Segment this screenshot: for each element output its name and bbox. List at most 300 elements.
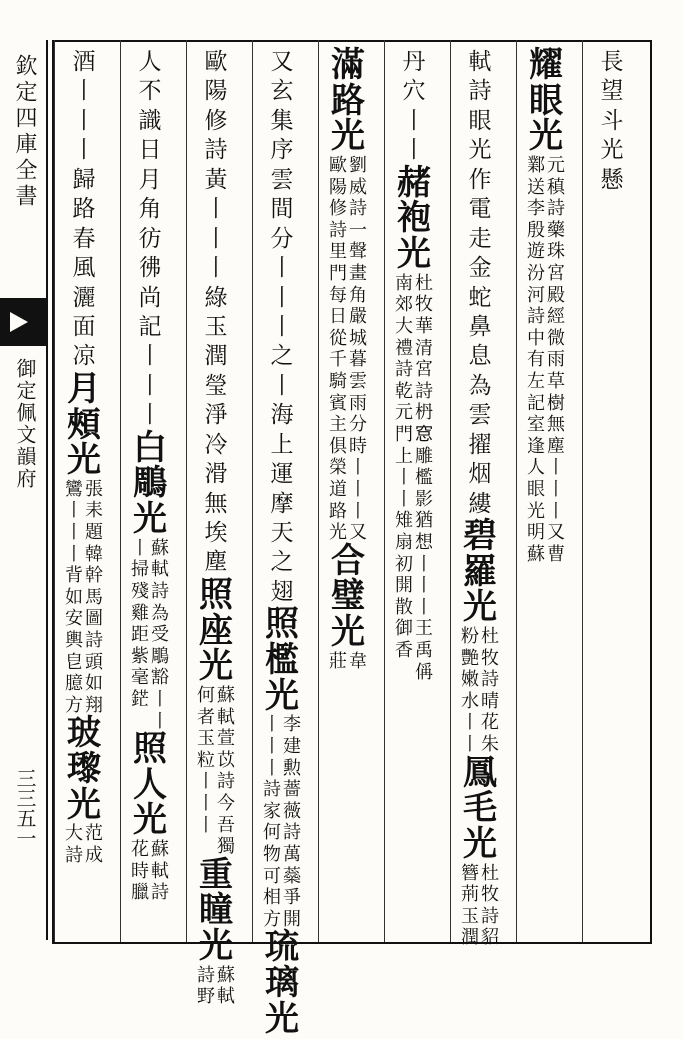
glyph: 時 [131,860,149,882]
glyph: 毫 [131,667,149,689]
glyph: 臆 [65,673,83,695]
glyph: 識 [138,107,162,134]
glyph: 詩 [468,78,492,105]
glyph: 左 [527,371,545,392]
glyph: 韋 [349,650,367,672]
glyph: 陽 [204,78,228,105]
glyph: 殿 [547,284,565,306]
glyph: 蘂 [283,865,301,887]
glyph: 薔 [283,779,301,801]
glyph: 詩 [527,306,545,328]
glyph: 丨 [197,792,215,814]
glyph: 羅 [463,551,497,592]
glyph: 鵰 [133,463,167,504]
glyph: 簪 [461,862,479,884]
glyph: 微 [547,327,565,349]
glyph: 歐 [204,49,228,75]
glyph: 丨 [151,688,169,710]
glyph: 走 [468,225,492,252]
glyph: 安 [65,608,83,630]
glyph: 又 [270,49,294,75]
glyph: 丨 [349,457,367,479]
column-rule [450,40,451,942]
glyph: 威 [349,176,367,198]
glyph: 灑 [72,284,96,311]
glyph: 雕 [415,445,433,467]
glyph: 丨 [72,137,96,164]
glyph: 月 [67,368,101,409]
annotation-double-line [527,155,565,565]
glyph: 詩 [217,771,235,793]
glyph: 紫 [131,645,149,667]
glyph: 晴 [481,690,499,712]
glyph: 蘇 [151,839,169,861]
glyph: 滿 [331,45,365,85]
glyph: 詩 [329,219,347,241]
glyph: 成 [85,845,103,867]
glyph: 軾 [151,860,169,882]
glyph: 雨 [349,392,367,414]
glyph: 丨 [65,500,83,522]
text-column-c9 [60,48,108,938]
glyph: 懸 [600,166,624,193]
glyph: 方 [263,908,281,930]
glyph: 者 [197,706,215,728]
glyph: 頭 [85,651,103,673]
glyph: 主 [329,414,347,436]
glyph: 從 [329,327,347,349]
glyph: 眼 [527,478,545,500]
glyph: 人 [527,457,545,479]
glyph: 光 [265,998,299,1039]
glyph: 綠 [204,284,228,311]
glyph: 翔 [85,694,103,716]
glyph: 物 [263,843,281,865]
glyph: 記 [527,392,545,414]
glyph: 可 [263,865,281,887]
glyph: 人 [138,49,162,75]
glyph: 如 [85,673,103,695]
glyph: 明 [527,522,545,544]
glyph: 修 [204,107,228,134]
glyph: 樹 [547,392,565,414]
glyph: 光 [463,824,497,864]
glyph: 長 [600,49,624,75]
glyph: 路 [329,500,347,522]
glyph: 軾 [151,559,169,581]
glyph: 光 [133,499,167,540]
glyph: 經 [547,306,565,328]
glyph: 郊 [395,294,413,316]
glyph: 鳳 [463,752,497,793]
glyph: 座 [199,610,233,651]
glyph: 丨 [547,457,565,479]
glyph: 圖 [85,608,103,630]
glyph: 耒 [85,500,103,522]
glyph: 玉 [204,313,228,340]
glyph: 王 [415,618,433,640]
annotation-double-line [395,273,433,683]
glyph: 月 [138,166,162,193]
glyph: 丨 [270,255,294,282]
annotation-double-line [65,479,103,717]
glyph: 丨 [270,313,294,340]
glyph: 頰 [67,404,101,445]
glyph: 分 [270,225,294,252]
glyph: 眼 [529,80,563,121]
glyph: 丨 [263,714,281,736]
glyph: 丨 [415,575,433,597]
glyph: 室 [527,414,545,436]
glyph: 息 [468,343,492,370]
glyph: 皀 [65,651,83,673]
glyph: 路 [72,196,96,223]
glyph: 丨 [461,712,479,734]
glyph: 城 [349,327,367,349]
glyph: 道 [329,478,347,500]
glyph: 詩 [197,964,215,986]
annotation-double-line [461,626,499,756]
glyph: 雲 [270,166,294,193]
glyph: 擢 [468,431,492,458]
glyph: 李 [283,714,301,736]
glyph: 殘 [131,580,149,602]
glyph: 丨 [263,757,281,779]
glyph: 建 [283,735,301,757]
glyph: 詩 [283,822,301,844]
column-rule [582,40,583,942]
glyph: 藥 [547,219,565,241]
glyph: 韓 [85,543,103,565]
glyph: 貂 [481,927,499,949]
glyph: 榮 [329,457,347,479]
glyph: 丨 [65,522,83,544]
glyph: 開 [283,908,301,930]
glyph: 淨 [204,402,228,429]
glyph: 丨 [131,537,149,559]
glyph: 不 [138,78,162,105]
glyph: 歸 [72,166,96,193]
glyph: 雞 [131,602,149,624]
glyph: 光 [67,784,101,825]
glyph: 丨 [402,137,426,164]
glyph: 面 [72,313,96,340]
glyph: 禮 [395,337,413,359]
glyph: 中 [527,327,545,349]
glyph: 丨 [204,255,228,282]
glyph: 鸞 [65,478,83,500]
glyph: 彷 [138,225,162,252]
glyph: 每 [329,284,347,306]
glyph: 鼻 [468,313,492,340]
glyph: 莊 [329,650,347,672]
text-column-c4 [390,48,438,938]
glyph: 詩 [481,669,499,691]
glyph: 軾 [217,706,235,728]
glyph: 瞳 [199,890,233,931]
glyph: 瓈 [67,749,101,790]
glyph: 雉 [395,510,413,532]
glyph: 鵰 [151,645,169,667]
glyph: 為 [468,372,492,399]
glyph: 散 [395,596,413,618]
glyph: 軾 [217,986,235,1008]
glyph: 詩 [85,630,103,652]
glyph: 詩 [151,882,169,904]
glyph: 扇 [395,531,413,553]
glyph: 劉 [349,155,367,177]
annotation-double-line [329,155,367,544]
text-column-c3 [456,48,504,949]
glyph: 河 [527,284,545,306]
glyph: 摩 [270,490,294,517]
glyph: 大 [65,823,83,845]
glyph: 照 [265,604,299,645]
glyph: 苡 [217,749,235,771]
glyph: 塵 [547,435,565,457]
glyph: 丨 [138,343,162,370]
glyph: 丨 [415,553,433,575]
text-column-c8 [126,48,174,938]
annotation-double-line [461,863,499,949]
glyph: 春 [72,225,96,252]
glyph: 耀 [529,45,563,85]
annotation-double-line [329,651,367,673]
glyph: 玉 [197,728,215,750]
glyph: 何 [263,822,281,844]
column-rule [120,40,121,942]
glyph: 無 [204,490,228,517]
glyph: 海 [270,402,294,429]
glyph: 元 [395,402,413,424]
glyph: 受 [151,624,169,646]
glyph: 玻 [67,713,101,754]
glyph: 豁 [151,667,169,689]
glyph: 畫 [349,263,367,285]
glyph: 背 [65,565,83,587]
glyph: 酒 [72,49,96,75]
glyph: 遊 [527,241,545,263]
text-column-c2 [522,45,570,938]
glyph: 丨 [72,78,96,105]
glyph: 袍 [397,198,431,239]
glyph: 丨 [151,710,169,732]
glyph: 宮 [547,263,565,285]
column-rule [384,40,385,942]
glyph: 冷 [204,431,228,458]
text-column-c6 [258,48,306,1039]
annotation-double-line [131,538,169,732]
glyph: 蘇 [217,964,235,986]
glyph: 宮 [415,359,433,381]
glyph: 丨 [263,735,281,757]
glyph: 日 [329,306,347,328]
glyph: 無 [547,414,565,436]
glyph: 珠 [547,241,565,263]
glyph: 嫩 [461,669,479,691]
glyph: 牧 [415,294,433,316]
glyph: 野 [197,986,215,1008]
glyph: 碧 [463,516,497,556]
glyph: 鋩 [131,688,149,710]
glyph: 陽 [329,176,347,198]
glyph: 艷 [461,647,479,669]
page-margin [0,40,48,940]
glyph: 塵 [204,549,228,576]
text-column-c5 [324,45,372,938]
glyph: 彿 [138,255,162,282]
glyph: 光 [397,234,431,275]
glyph: 丨 [547,478,565,500]
glyph: 粉 [461,626,479,648]
glyph: 蘇 [217,684,235,706]
glyph: 丨 [349,478,367,500]
glyph: 門 [395,423,413,445]
glyph: 之 [270,549,294,576]
glyph: 如 [65,586,83,608]
glyph: 影 [415,488,433,510]
glyph: 合 [331,540,365,581]
annotation-double-line [263,714,301,930]
glyph: 丨 [395,488,413,510]
glyph: 題 [85,522,103,544]
glyph: 殷 [527,219,545,241]
glyph: 作 [468,166,492,193]
glyph: 光 [463,587,497,628]
glyph: 南 [395,272,413,294]
glyph: 丨 [270,372,294,399]
glyph: 千 [329,349,347,371]
glyph: 范 [85,823,103,845]
glyph: 李 [527,198,545,220]
glyph: 光 [468,137,492,164]
glyph: 歐 [329,155,347,177]
glyph: 暮 [349,349,367,371]
glyph: 琉 [265,927,299,968]
glyph: 何 [197,684,215,706]
glyph: 瑩 [204,372,228,399]
glyph: 丨 [204,196,228,223]
glyph: 蘇 [151,537,169,559]
glyph: 草 [547,371,565,392]
glyph: 騎 [329,371,347,392]
glyph: 照 [133,729,167,770]
glyph: 曹 [547,543,565,565]
glyph: 丨 [138,402,162,429]
glyph: 光 [527,500,545,522]
glyph: 檻 [265,640,299,680]
glyph: 嚴 [349,306,367,328]
glyph: 牧 [481,647,499,669]
glyph: 玄 [270,78,294,105]
glyph: 玉 [461,905,479,927]
glyph: 金 [468,255,492,282]
glyph: 間 [270,196,294,223]
glyph: 吾 [217,814,235,836]
glyph: 光 [331,612,365,653]
annotation-double-line [65,823,103,866]
glyph: 臘 [131,882,149,904]
glyph: 輿 [65,630,83,652]
glyph: 掃 [131,559,149,581]
glyph: 角 [349,284,367,306]
glyph: 之 [270,343,294,370]
glyph: 丹 [402,49,426,75]
glyph: 日 [138,137,162,164]
glyph: 天 [270,520,294,546]
glyph: 𥦗 [415,423,433,445]
glyph: 軾 [468,49,492,75]
glyph: 凉 [72,343,96,370]
glyph: 上 [270,431,294,458]
glyph: 薇 [283,800,301,822]
glyph: 時 [349,435,367,457]
glyph: 滑 [204,461,228,488]
glyph: 丨 [415,596,433,618]
glyph: 禹 [415,639,433,661]
annotation-double-line [197,685,235,858]
glyph: 方 [65,694,83,716]
column-rule [54,40,55,942]
glyph: 璃 [265,963,299,1003]
glyph: 丨 [547,500,565,522]
glyph: 今 [217,792,235,814]
glyph: 望 [600,78,624,105]
glyph: 勲 [283,757,301,779]
glyph: 獨 [217,836,235,858]
glyph: 詩 [349,198,367,220]
glyph: 有 [527,349,545,371]
annotation-double-line [131,839,169,904]
glyph: 雲 [349,371,367,392]
glyph: 雨 [547,349,565,371]
glyph: 光 [199,646,233,687]
annotation-double-line [197,965,235,1008]
glyph: 毛 [463,788,497,829]
glyph: 詩 [204,137,228,164]
column-rule [516,40,517,942]
glyph: 丨 [349,500,367,522]
glyph: 埃 [204,520,228,546]
glyph: 穴 [402,78,426,105]
glyph: 潤 [461,927,479,949]
glyph: 相 [263,887,281,909]
glyph: 里 [329,241,347,263]
glyph: 一 [349,219,367,241]
glyph: 集 [270,107,294,134]
glyph: 照 [199,574,233,615]
glyph: 想 [415,531,433,553]
fish-tail-mark-icon [0,298,46,346]
margin-series-title: 欽定四庫全書 [12,54,37,210]
glyph: 距 [131,624,149,646]
glyph: 潤 [204,343,228,370]
glyph: 丨 [197,771,215,793]
glyph: 丨 [402,107,426,134]
glyph: 杜 [481,626,499,648]
glyph: 詩 [151,580,169,602]
column-rule [318,40,319,942]
glyph: 詩 [263,779,281,801]
glyph: 詩 [415,380,433,402]
glyph: 荊 [461,884,479,906]
glyph: 幹 [85,565,103,587]
glyph: 光 [529,116,563,157]
glyph: 丨 [395,467,413,489]
glyph: 開 [395,575,413,597]
glyph: 又 [349,522,367,544]
glyph: 運 [270,461,294,488]
